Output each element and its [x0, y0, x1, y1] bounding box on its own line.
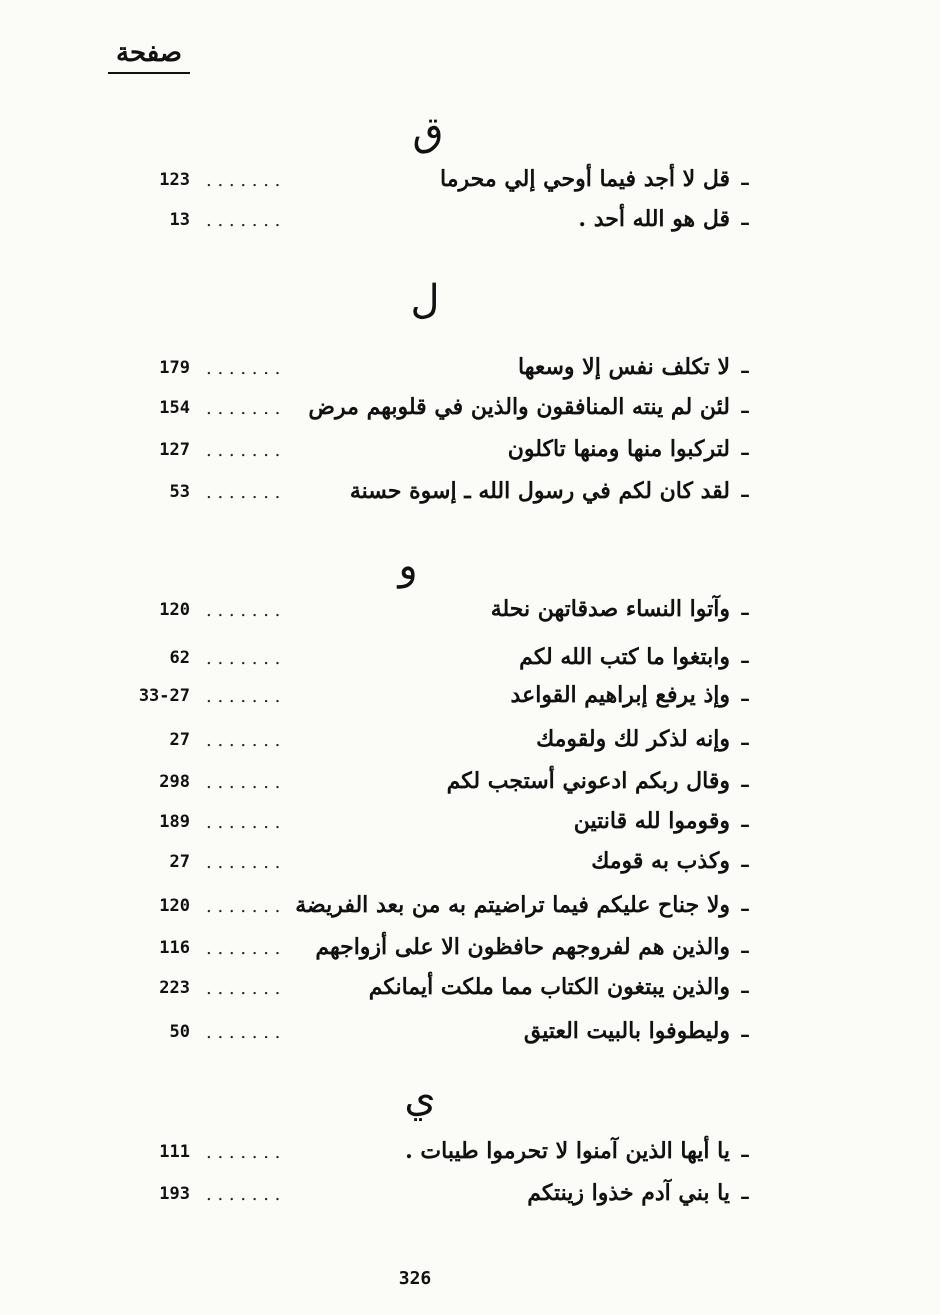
entry-dash: –: [740, 1022, 750, 1046]
entry-dash: –: [740, 978, 750, 1002]
index-entry: [120, 478, 750, 512]
page-number: 326: [398, 1268, 432, 1289]
entry-dash: –: [740, 896, 750, 920]
index-entry: [120, 974, 750, 1008]
dot-leader: . . . . . . .: [206, 896, 281, 917]
dot-leader: . . . . . . .: [206, 730, 281, 751]
entry-text: وإذ يرفع إبراهيم القواعد: [505, 682, 730, 708]
entry-page-number: 179: [159, 358, 190, 378]
entry-dash: –: [740, 852, 750, 876]
entry-dash: –: [740, 600, 750, 624]
entry-text: يا أيها الذين آمنوا لا تحرموا طيبات .: [399, 1138, 730, 1164]
index-entry: [120, 808, 750, 842]
dot-leader: . . . . . . .: [206, 358, 281, 379]
entry-text: لا تكلف نفس إلا وسعها: [512, 354, 730, 380]
section-letter: ق: [412, 109, 444, 155]
entry-dash: –: [740, 938, 750, 962]
index-entry: [120, 206, 750, 240]
index-entry: [120, 644, 750, 678]
entry-dash: –: [740, 440, 750, 464]
index-entry: [120, 892, 750, 926]
entry-dash: –: [740, 772, 750, 796]
entry-page-number: 116: [159, 938, 190, 958]
dot-leader: . . . . . . .: [206, 812, 281, 833]
index-entry: [120, 1180, 750, 1214]
dot-leader: . . . . . . .: [206, 772, 281, 793]
entry-page-number: 223: [159, 978, 190, 998]
entry-text: والذين هم لفروجهم حافظون الا على أزواجهم: [309, 934, 730, 960]
dot-leader: . . . . . . .: [206, 210, 281, 231]
index-entry: [120, 354, 750, 388]
entry-text: والذين يبتغون الكتاب مما ملكت أيمانكم: [363, 974, 730, 1000]
entry-page-number: 111: [159, 1142, 190, 1162]
dot-leader: . . . . . . .: [206, 1142, 281, 1163]
index-entry: [120, 436, 750, 470]
entry-page-number: 62: [169, 648, 190, 668]
entry-text: ولا جناح عليكم فيما تراضيتم به من بعد الفريضة: [289, 892, 730, 918]
entry-dash: –: [740, 358, 750, 382]
entry-page-number: 53: [169, 482, 190, 502]
dot-leader: . . . . . . .: [206, 440, 281, 461]
entry-page-number: 50: [169, 1022, 190, 1042]
entry-page-number: 13: [169, 210, 190, 230]
dot-leader: . . . . . . .: [206, 1022, 281, 1043]
entry-dash: –: [740, 398, 750, 422]
entry-text: قل لا أجد فيما أوحي إلي محرما: [434, 166, 730, 192]
entry-text: وليطوفوا بالبيت العتيق: [518, 1018, 730, 1044]
entry-dash: –: [740, 812, 750, 836]
section-letter: ل: [410, 277, 440, 323]
entry-page-number: 123: [159, 170, 190, 190]
section-letter: ي: [404, 1075, 436, 1121]
entry-text: قل هو الله أحد .: [572, 206, 730, 232]
dot-leader: . . . . . . .: [206, 1184, 281, 1205]
index-entry: [120, 848, 750, 882]
index-entry: [120, 1018, 750, 1052]
dot-leader: . . . . . . .: [206, 398, 281, 419]
entry-text: وابتغوا ما كتب الله لكم: [513, 644, 730, 670]
index-entry: [120, 682, 750, 716]
entry-dash: –: [740, 686, 750, 710]
entry-dash: –: [740, 648, 750, 672]
entry-text: وآتوا النساء صدقاتهن نحلة: [485, 596, 730, 622]
entry-text: لئن لم ينته المنافقون والذين في قلوبهم مرض: [302, 394, 730, 420]
dot-leader: . . . . . . .: [206, 170, 281, 191]
index-entry: [120, 934, 750, 968]
entry-text: لقد كان لكم في رسول الله ـ إسوة حسنة: [344, 478, 730, 504]
dot-leader: . . . . . . .: [206, 686, 281, 707]
index-entry: [120, 768, 750, 802]
dot-leader: . . . . . . .: [206, 852, 281, 873]
entry-page-number: 120: [159, 896, 190, 916]
entry-page-number: 33-27: [138, 686, 190, 706]
entry-dash: –: [740, 210, 750, 234]
entry-text: لتركبوا منها ومنها تاكلون: [502, 436, 730, 462]
index-entry: [120, 394, 750, 428]
entry-text: يا بني آدم خذوا زينتكم: [521, 1180, 730, 1206]
entry-page-number: 27: [169, 852, 190, 872]
section-letter: و: [398, 543, 418, 589]
entry-text: وإنه لذكر لك ولقومك: [530, 726, 730, 752]
entry-text: وكذب به قومك: [585, 848, 730, 874]
entry-page-number: 189: [159, 812, 190, 832]
entry-page-number: 120: [159, 600, 190, 620]
dot-leader: . . . . . . .: [206, 978, 281, 999]
entry-page-number: 27: [169, 730, 190, 750]
entry-dash: –: [740, 1184, 750, 1208]
index-entry: [120, 166, 750, 200]
entry-page-number: 298: [159, 772, 190, 792]
dot-leader: . . . . . . .: [206, 648, 281, 669]
entry-page-number: 154: [159, 398, 190, 418]
entry-dash: –: [740, 482, 750, 506]
entry-page-number: 127: [159, 440, 190, 460]
column-header-page: صفحة: [108, 38, 190, 74]
entry-page-number: 193: [159, 1184, 190, 1204]
index-entry: [120, 1138, 750, 1172]
entry-dash: –: [740, 730, 750, 754]
entry-text: وقوموا لله قانتين: [568, 808, 730, 834]
entry-dash: –: [740, 1142, 750, 1166]
dot-leader: . . . . . . .: [206, 600, 281, 621]
index-entry: [120, 726, 750, 760]
entry-dash: –: [740, 170, 750, 194]
index-entry: [120, 596, 750, 630]
entry-text: وقال ربكم ادعوني أستجب لكم: [441, 768, 730, 794]
dot-leader: . . . . . . .: [206, 482, 281, 503]
dot-leader: . . . . . . .: [206, 938, 281, 959]
